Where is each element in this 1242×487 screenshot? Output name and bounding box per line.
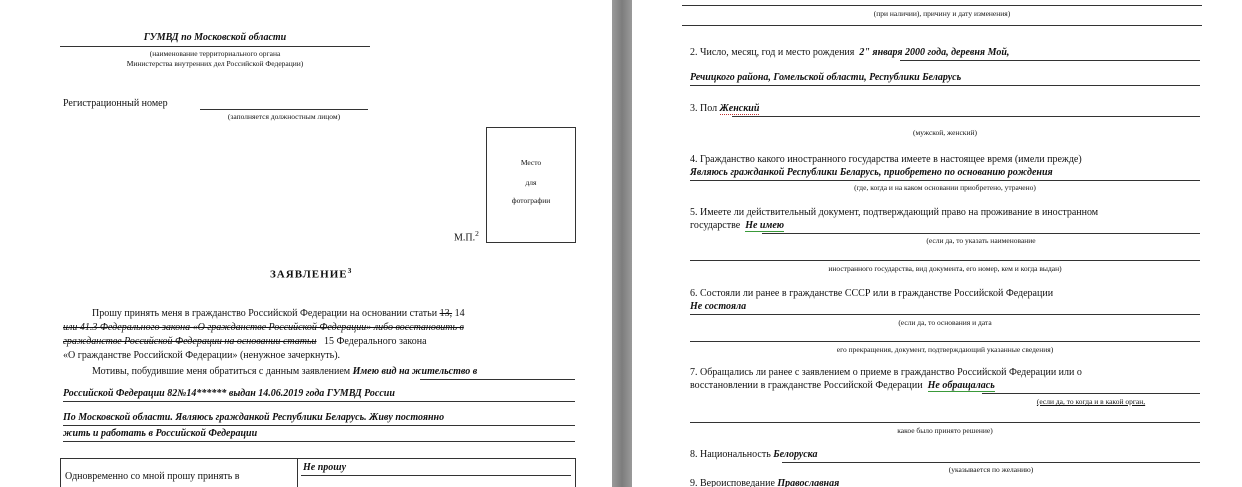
document-title [270,266,352,281]
q5-note-1: (если да, то указать наименование [926,236,1036,245]
document-page-right [632,0,1242,487]
q7-note-1: (если да, то когда и в какой орган, [1036,397,1146,406]
motives-fill-1: Имею вид на жительство в [352,366,478,377]
q8-line [690,449,818,461]
q4-fill: Являюсь гражданкой Республики Беларусь, приобретено по основанию рождения [690,167,1053,178]
q7-underline [982,393,1200,394]
motives-underline-4 [63,441,575,442]
registration-label: Регистрационный номер [63,98,168,109]
table-right-underline [301,475,571,476]
paragraph1-line4: «О гражданстве Российской Федерации» (ненужное зачеркнуть). [63,350,341,361]
q8-underline [782,462,1200,463]
paragraph1-line1 [92,308,465,320]
photo-label-3: фотографии [511,196,551,205]
motives-label: Мотивы, побудившие меня обратиться с данным заявлением [92,366,351,377]
table-left-cell: Одновременно со мной прошу принять в [65,471,240,482]
authority-note-2: Министерства внутренних дел Российской Федерации) [126,59,304,68]
photo-label-2: для [525,178,537,187]
q3-label: 3. Пол [690,103,718,114]
q2-label: 2. Число, месяц, год и место рождения [690,47,855,58]
authority-note-1: (наименование территориального органа [149,49,281,58]
q9-fill: Православная [777,478,840,487]
motives-fill-3: По Московской области. Являюсь гражданкой Республики Беларусь. Живу постоянно [63,412,445,423]
q5-underline [762,233,1200,234]
document-page-left [0,0,612,487]
q5-label: государстве [690,220,741,231]
authority-underline [60,46,370,47]
motives-underline-1 [420,379,575,380]
top-underline [682,5,1202,6]
p1-article: 14 [454,308,465,319]
q3-line [690,103,759,115]
page-gutter [612,0,632,487]
q4-line1: 4. Гражданство какого иностранного государства имеете в настоящее время (имели прежде) [690,154,1082,165]
document-title-text: ЗАЯВЛЕНИЕ [270,268,348,281]
p1-text: Прошу принять меня в гражданство Российской Федерации на основании статьи [92,308,438,319]
q6-fill: Не состояла [690,301,747,312]
q2-fill-1: 2" января 2000 года, деревня Мой, [859,47,1010,58]
q4-note: (где, когда и на каком основании приобретено, утрачено) [854,183,1036,192]
registration-note: (заполняется должностным лицом) [227,112,341,121]
family-table [60,458,576,487]
q5-line1: 5. Имеете ли действительный документ, подтверждающий право на проживание в иностранном [690,207,1099,218]
stamp-mark [454,229,479,244]
q3-note: (мужской, женский) [913,128,977,137]
q2-underline-2 [690,85,1200,86]
photo-label-1: Место [520,158,542,167]
photo-placeholder-box [486,127,576,243]
motives-underline-3 [63,425,575,426]
q6-underline [690,314,1200,315]
q6-note-2: его прекращения, документ, подтверждающий указанные сведения) [836,345,1054,354]
registration-line [200,109,368,110]
q7-line1: 7. Обращались ли ранее с заявлением о приеме в гражданство Российской Федерации или о [690,367,1082,378]
motives-line1 [92,366,477,378]
table-right-cell: Не прошу [303,462,347,473]
q8-fill: Белоруска [773,449,818,460]
q3-fill: Женский [719,103,760,114]
p1-struck-article: 13, [439,308,453,319]
paragraph1-line2: или 41.3 Федерального закона «О гражданстве Российской Федерации» либо восстановить в [63,322,464,333]
q2-underline-1 [900,60,1200,61]
q5-note-2: иностранного государства, вид документа, его номер, кем и когда выдан) [828,264,1062,273]
q5-line2 [690,220,784,232]
q5-fill: Не имею [745,220,785,231]
motives-underline-2 [63,401,575,402]
q8-note: (указывается по желанию) [948,465,1034,474]
q2-fill-2: Речицкого района, Гомельской области, Республики Беларусь [690,72,962,83]
q9-label: 9. Вероисповедание [690,478,775,487]
p1-law-ref: 15 Федерального закона [324,336,427,347]
motives-fill-2: Российской Федерации 82№14****** выдан 14.06.2019 года ГУМВД России [63,388,395,399]
q7-line2 [690,380,995,392]
authority-name: ГУМВД по Московской области [143,32,287,43]
paragraph1-line3 [63,336,427,348]
top-underline-2 [682,25,1202,26]
q5-underline-2 [690,260,1200,261]
q7-fill: Не обращалась [927,380,995,391]
q8-label: 8. Национальность [690,449,771,460]
q6-line1: 6. Состояли ли ранее в гражданстве СССР или в гражданстве Российской Федерации [690,288,1054,299]
q6-note-1: (если да, то основания и дата [898,318,992,327]
q7-label: восстановлении в гражданстве Российской Федерации [690,380,923,391]
top-note: (при наличии), причину и дату изменения) [873,9,1011,18]
q6-underline-2 [690,341,1200,342]
q9-line [690,478,839,487]
stamp-footnote: 2 [475,229,479,238]
motives-fill-4: жить и работать в Российской Федерации [63,428,258,439]
q7-underline-2 [690,422,1200,423]
table-divider [297,459,298,487]
p1-struck-restore: гражданстве Российской Федерации на основании статьи [63,336,317,347]
q2-line [690,47,1009,59]
stamp-mark-text: М.П. [454,232,476,244]
q3-underline [732,116,1200,117]
title-footnote: 3 [347,266,353,275]
q7-note-2: какое было принято решение) [897,426,993,435]
q4-underline [690,180,1200,181]
